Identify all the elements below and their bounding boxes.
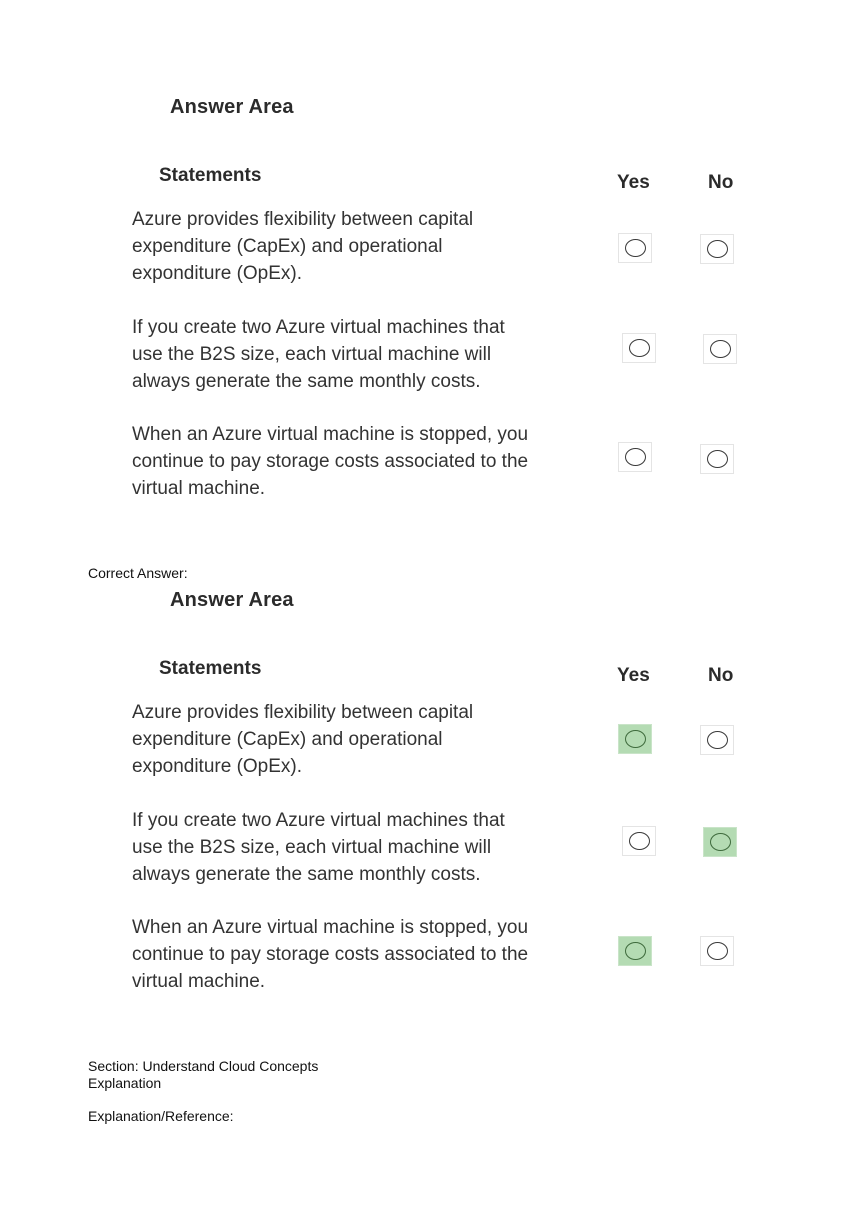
statement-line: Azure provides flexibility between capital (132, 702, 474, 723)
radio-circle-icon (707, 731, 728, 749)
radio-circle-icon (707, 450, 728, 468)
no-column-header: No (708, 172, 734, 193)
statement-line: If you create two Azure virtual machines that (132, 317, 505, 338)
statement-line: expenditure (CapEx) and operational (132, 729, 443, 750)
statement-line: continue to pay storage costs associated to the (132, 944, 529, 965)
explanation-reference-label: Explanation/Reference: (88, 1108, 234, 1124)
statement-line: virtual machine. (132, 971, 266, 992)
statement-line: expenditure (CapEx) and operational (132, 236, 443, 257)
statement-line: Azure provides flexibility between capital (132, 209, 474, 230)
statement-2-yes-radio[interactable] (622, 333, 656, 363)
statement-2 (132, 807, 592, 888)
statement-line: always generate the same monthly costs. (132, 864, 481, 885)
statement-line: continue to pay storage costs associated to the (132, 451, 529, 472)
statement-2 (132, 314, 592, 395)
statement-line: If you create two Azure virtual machines that (132, 810, 505, 831)
section-label: Section: Understand Cloud Concepts (88, 1058, 319, 1074)
statement-1-yes-radio-selected[interactable] (618, 724, 652, 754)
statement-3-yes-radio[interactable] (618, 442, 652, 472)
statements-heading: Statements (159, 658, 262, 679)
explanation-label: Explanation (88, 1075, 162, 1091)
statement-1-yes-radio[interactable] (618, 233, 652, 263)
radio-circle-icon (625, 239, 646, 257)
statement-line: When an Azure virtual machine is stopped, you (132, 424, 529, 445)
correct-answer-label: Correct Answer: (88, 565, 188, 581)
radio-circle-icon (629, 339, 650, 357)
statement-3 (132, 914, 592, 995)
statements-heading: Statements (159, 165, 262, 186)
yes-column-header: Yes (617, 665, 650, 686)
radio-circle-icon (625, 730, 646, 748)
statement-1 (132, 206, 592, 287)
statement-line: exponditure (OpEx). (132, 756, 303, 777)
radio-circle-icon (625, 942, 646, 960)
radio-circle-icon (707, 942, 728, 960)
radio-circle-icon (629, 832, 650, 850)
statement-line: use the B2S size, each virtual machine will (132, 837, 492, 858)
statement-line: always generate the same monthly costs. (132, 371, 481, 392)
statement-line: exponditure (OpEx). (132, 263, 303, 284)
yes-column-header: Yes (617, 172, 650, 193)
statement-line: When an Azure virtual machine is stopped, you (132, 917, 529, 938)
statement-2-yes-radio[interactable] (622, 826, 656, 856)
statement-line: use the B2S size, each virtual machine will (132, 344, 492, 365)
radio-circle-icon (625, 448, 646, 466)
statement-2-no-radio[interactable] (703, 334, 737, 364)
radio-circle-icon (707, 240, 728, 258)
statement-1-no-radio[interactable] (700, 234, 734, 264)
statement-3-no-radio[interactable] (700, 936, 734, 966)
answer-area-title: Answer Area (170, 96, 294, 118)
no-column-header: No (708, 665, 734, 686)
statement-3-no-radio[interactable] (700, 444, 734, 474)
statement-3-yes-radio-selected[interactable] (618, 936, 652, 966)
radio-circle-icon (710, 340, 731, 358)
statement-3 (132, 421, 592, 502)
statement-1 (132, 699, 592, 780)
answer-area-title: Answer Area (170, 589, 294, 611)
radio-circle-icon (710, 833, 731, 851)
statement-1-no-radio[interactable] (700, 725, 734, 755)
statement-2-no-radio-selected[interactable] (703, 827, 737, 857)
statement-line: virtual machine. (132, 478, 266, 499)
